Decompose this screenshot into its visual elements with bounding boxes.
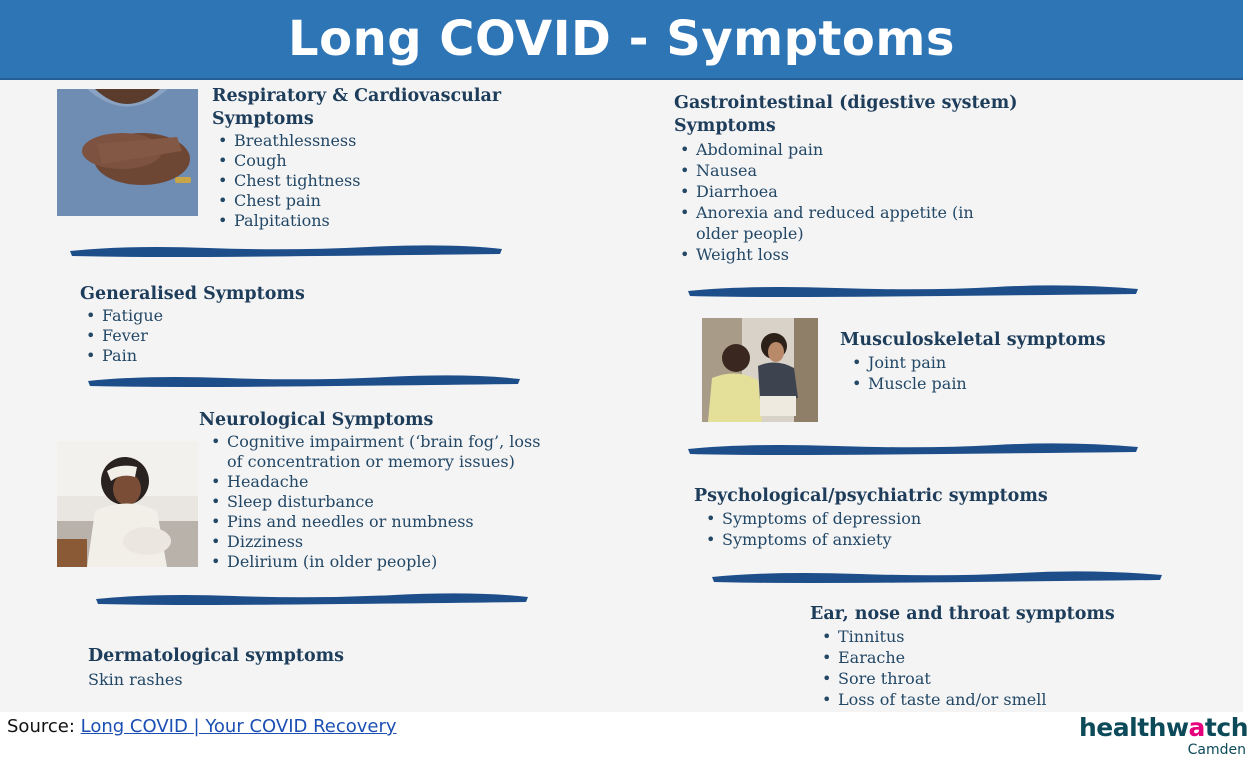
brush-divider <box>86 372 522 390</box>
generalised-list <box>80 306 400 366</box>
list-item: • Pins and needles or numbness <box>205 512 579 532</box>
logo-word-start: healthw <box>1079 713 1189 742</box>
slide-title: Long COVID - Symptoms <box>288 11 955 67</box>
list-item: • Cognitive impairment (‘brain fog’, loss <box>205 432 579 452</box>
gastrointestinal-heading <box>674 92 1054 138</box>
logo-subtitle: Camden <box>1187 742 1246 758</box>
logo-word-end: tch <box>1204 713 1248 742</box>
list-item: • Headache <box>205 472 579 492</box>
list-item: • Delirium (in older people) <box>205 552 579 572</box>
list-item: • Cough <box>212 151 532 171</box>
musculoskeletal-list <box>846 352 1180 394</box>
generalised-section <box>80 283 400 366</box>
title-bar <box>0 0 1243 80</box>
brush-divider <box>686 282 1140 300</box>
psychological-section <box>694 485 1114 550</box>
list-item: • Loss of taste and/or smell <box>816 689 1190 710</box>
gastrointestinal-list <box>674 139 1054 265</box>
healthwatch-logo <box>1070 713 1248 757</box>
dermatological-section <box>88 645 408 690</box>
respiratory-heading <box>212 85 532 131</box>
list-item: • Palpitations <box>212 211 532 231</box>
source-link[interactable]: Long COVID | Your COVID Recovery <box>80 716 397 737</box>
ent-heading: Ear, nose and throat symptoms <box>810 604 1115 624</box>
gastrointestinal-heading-line1: Gastrointestinal (digestive system) <box>674 93 1018 113</box>
musculoskeletal-section <box>840 329 1180 394</box>
source-label: Source: <box>7 716 75 737</box>
logo-word-highlight: a <box>1188 713 1205 742</box>
ent-section <box>810 603 1190 710</box>
respiratory-section <box>212 85 532 231</box>
list-item-continuation: of concentration or memory issues) <box>227 452 515 471</box>
psychological-list <box>700 508 1114 550</box>
gastrointestinal-section <box>674 92 1054 265</box>
neurological-heading: Neurological Symptoms <box>199 410 434 430</box>
logo-wordmark <box>1070 713 1248 743</box>
respiratory-heading-line1: Respiratory & Cardiovascular <box>212 86 502 106</box>
list-item: • Tinnitus <box>816 626 1190 647</box>
neurological-section <box>199 409 579 572</box>
ent-list <box>816 626 1190 710</box>
psychological-heading: Psychological/psychiatric symptoms <box>694 486 1048 506</box>
list-item: • Nausea <box>674 160 1054 181</box>
gastrointestinal-heading-line2: Symptoms <box>674 116 776 136</box>
list-item: • Dizziness <box>205 532 579 552</box>
list-item: • Diarrhoea <box>674 181 1054 202</box>
list-item: • Sore throat <box>816 668 1190 689</box>
respiratory-heading-line2: Symptoms <box>212 109 314 129</box>
list-item: • Earache <box>816 647 1190 668</box>
list-item: • Fatigue <box>80 306 400 326</box>
list-item: • Anorexia and reduced appetite (in <box>674 202 1054 223</box>
musculoskeletal-heading: Musculoskeletal symptoms <box>840 330 1106 350</box>
list-item: • Abdominal pain <box>674 139 1054 160</box>
dermatological-heading: Dermatological symptoms <box>88 646 344 666</box>
neurological-list <box>205 432 579 572</box>
list-item: • Pain <box>80 346 400 366</box>
list-item: • Chest tightness <box>212 171 532 191</box>
brush-divider <box>68 242 504 260</box>
list-item: • Symptoms of anxiety <box>700 529 1114 550</box>
generalised-heading: Generalised Symptoms <box>80 284 305 304</box>
source-line <box>7 716 397 737</box>
list-item: • Sleep disturbance <box>205 492 579 512</box>
brush-divider <box>94 590 530 608</box>
list-item: • Weight loss <box>674 244 1054 265</box>
list-item: • Chest pain <box>212 191 532 211</box>
list-item: • Joint pain <box>846 352 1180 373</box>
brush-divider <box>710 568 1164 586</box>
list-item: • Symptoms of depression <box>700 508 1114 529</box>
list-item: • Muscle pain <box>846 373 1180 394</box>
brush-divider <box>686 440 1140 458</box>
headache-photo <box>57 441 198 567</box>
list-item: • Fever <box>80 326 400 346</box>
list-item-continuation: older people) <box>696 224 804 243</box>
respiratory-list <box>212 131 532 231</box>
chest-pain-photo <box>57 89 198 216</box>
list-item: • Breathlessness <box>212 131 532 151</box>
joint-pain-photo <box>702 318 818 422</box>
dermatological-text: Skin rashes <box>88 670 183 689</box>
